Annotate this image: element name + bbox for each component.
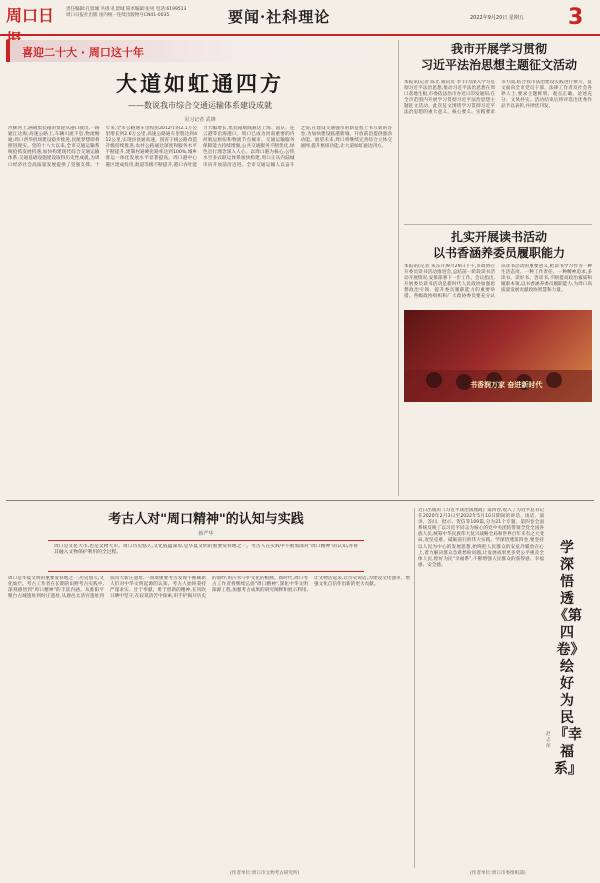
- right-top-headline-2: 习近平法治思想主题征文活动: [420, 58, 577, 72]
- meta-line-1: 责任编辑:孔留城 共排:孔留城 简术编辑:张男 电话:6199513: [66, 7, 187, 12]
- right-mid-body: 本报讯(记者 朱东升)9月29日下午,市政协召开委员读书活动推进会,总结前一阶段读书活动开展情况,安排部署下一步工作。会议指出,开展委员读书活动是新时代人民政协加强思想政治引领、提升委员履职能力的重要举措。各级政协组织和广大政协委员要充分认识读书活动的重要意义,把读书学习作为一种生活态度、一种工作责任、一种精神追求,多读书、读好书、善读书,不断提高政治素质和履职本领,以书香涵养委员履职能力,为周口高质量发展贡献政协智慧和力量。: [404, 264, 592, 300]
- right-divider: [404, 224, 592, 225]
- right-mid-headline-1: 扎实开展读书活动: [450, 230, 547, 244]
- side-column-byline: 赵志浑: [546, 732, 551, 749]
- bottom-headline: 考古人对"周口精神"的认知与实践: [108, 512, 304, 527]
- issue-date: 2022年9月20日 星期五: [470, 15, 524, 21]
- main-headline: 大道如虹通四方: [116, 71, 284, 96]
- side-column-author-unit: (作者单位:周口市委组织部): [470, 871, 526, 876]
- newspaper-logo: 周口日: [6, 6, 55, 25]
- meta-line-2: 周口日报社出版 国内统一连续出版物号CN41-0035: [66, 13, 170, 18]
- right-top-body: 本报讯(记者 陈光 通讯员 李丰)为深入学习贯彻习近平法治思想,推动习近平法治思想在周口落地生根,市委依法治市办近日印发通知,在全市范围内开展学习贯彻习近平法治思想主题征文活动。此次征文围绕学习贯彻习近平法治思想的重大意义、核心要义、实践要求等方面,结合我市法治建设实践进行撰写。征文面向全市党员干部、法律工作者及社会各界人士,要求主题鲜明、观点正确、论述充分、文风朴实。活动结束后将评选出优秀作品予以表彰,并择优刊发。: [404, 80, 592, 116]
- side-column-body: 近日出版的《习近平谈治国理政》第四卷,收入了习近平总书记在2020年2月3日至2022年5月10日期间的讲话、谈话、演讲、答问、批示、贺信等109篇,分为21个专题。第四卷全面系统反映了以习近平同志为核心的党中央团结带领全党全国各族人民,统筹中华民族伟大复兴战略全局和世界百年未有之大变局,攻坚克难、砥砺前行的伟大实践。学深悟透第四卷,要坚持以人民为中心的发展思想,始终把人民群众的安危冷暖放在心上,着力解决群众急难愁盼问题,让发展成果更多更公平惠及全体人民,绘好为民"幸福系",不断增强人民群众的获得感、幸福感、安全感。: [418, 508, 544, 568]
- masthead-meta: [66, 7, 186, 19]
- right-top-headline-1: 我市开展学习贯彻: [450, 42, 547, 56]
- side-column-title: 学深悟透《第四卷》绘好为民『幸福系』: [554, 540, 582, 777]
- section-divider: [6, 500, 594, 501]
- page-number: 3: [568, 5, 584, 30]
- main-article-body: 沙颍河上,满载集装箱的货轮从港口驶出,一路通江达海;高速公路上,车辆川流不息,物流畅通;周口西华机场建设稳步推进,民航梦想即将照进现实。党的十八大以来,全市交通运输系统抢抓发展机遇,加快构建现代综合交通运输体系,交通基础设施建设取得历史性成就,为周口经济社会高质量发展提供了坚强支撑。十年来,全市公路通车里程由2012年的2.1万公里增长到2.6万公里,高速公路通车里程达到412公里,实现县县通高速。国省干线公路改造升级持续推进,农村公路通达深度和服务水平不断提升,建制村通硬化路率达到100%,城乡客运一体化发展水平显著提高。周口港中心港区建成投用,航道等级不断提升,港口吞吐能力大幅增长,集装箱航线通达上海、南京、连云港等沿海港口。周口已成为河南重要的内河航运枢纽和物流节点城市。交通运输服务保障能力持续增强,公共交通服务不断优化,绿色出行理念深入人心。以周口港为核心,公铁水空多式联运体系加快构建,周口正从内陆城市向开放前沿迈进。全市交通运输人以奋斗之姿,在建设交通强市的新征程上书写新的答卷,为加快建设临港新城、开放前沿提供强劲动能。展望未来,周口将继续完善综合立体交通网,提升枢纽功能,让大道如虹通达四方。: [8, 126, 392, 168]
- right-mid-headline-2: 以书香涵养委员履职能力: [432, 246, 565, 260]
- column-divider: [398, 40, 399, 496]
- column-banner-text: 喜迎二十大 · 周口这十年: [22, 46, 144, 59]
- section-title: 要闻·社科理论: [228, 8, 331, 26]
- bottom-column-divider: [414, 508, 415, 868]
- main-byline: 见习记者 武锋: [184, 117, 216, 123]
- bottom-byline: 韩严华: [198, 531, 214, 537]
- main-subheadline: ——数说我市综合交通运输体系建设成就: [128, 101, 272, 110]
- photo-caption: 书香润万家 奋进新时代: [470, 380, 543, 389]
- bottom-intro: 周口是文化大市,也是文物大市。周口历史悠久,文化底蕴深厚,是华夏文明的重要发祥地之一。考古人在实践中不断加深对"周口精神"的认知,并将其融入文物保护利用的全过程。: [54, 544, 358, 556]
- bottom-article-author-unit: (作者单位:周口市文物考古研究所): [230, 871, 300, 876]
- bottom-article-body: 周口是华夏文明的重要发祥地之一,历史悠久,文化灿烂。考古工作者在长期的田野考古实践中,深刻感悟到"周口精神"的丰富内涵。从淮阳平粮台古城遗址到时庄遗址,从鹿邑太清宫遗址到扶沟大新庄遗址,一项项重要考古发现不断刷新人们对中华文明起源的认知。考古人始终秉持严谨求实、甘于奉献、勇于创新的精神,在风吹日晒中坚守,在寂寞清苦中探索,用手铲揭开历史的面纱,用汗水守护文化的根脉。新时代,周口考古工作者将继续弘扬"周口精神",深化中华文明探源工程,加强考古成果的研究阐释和展示利用,让文物活起来,让历史说话,为建设文化强市、增强文化自信作出新的更大贡献。: [8, 576, 410, 600]
